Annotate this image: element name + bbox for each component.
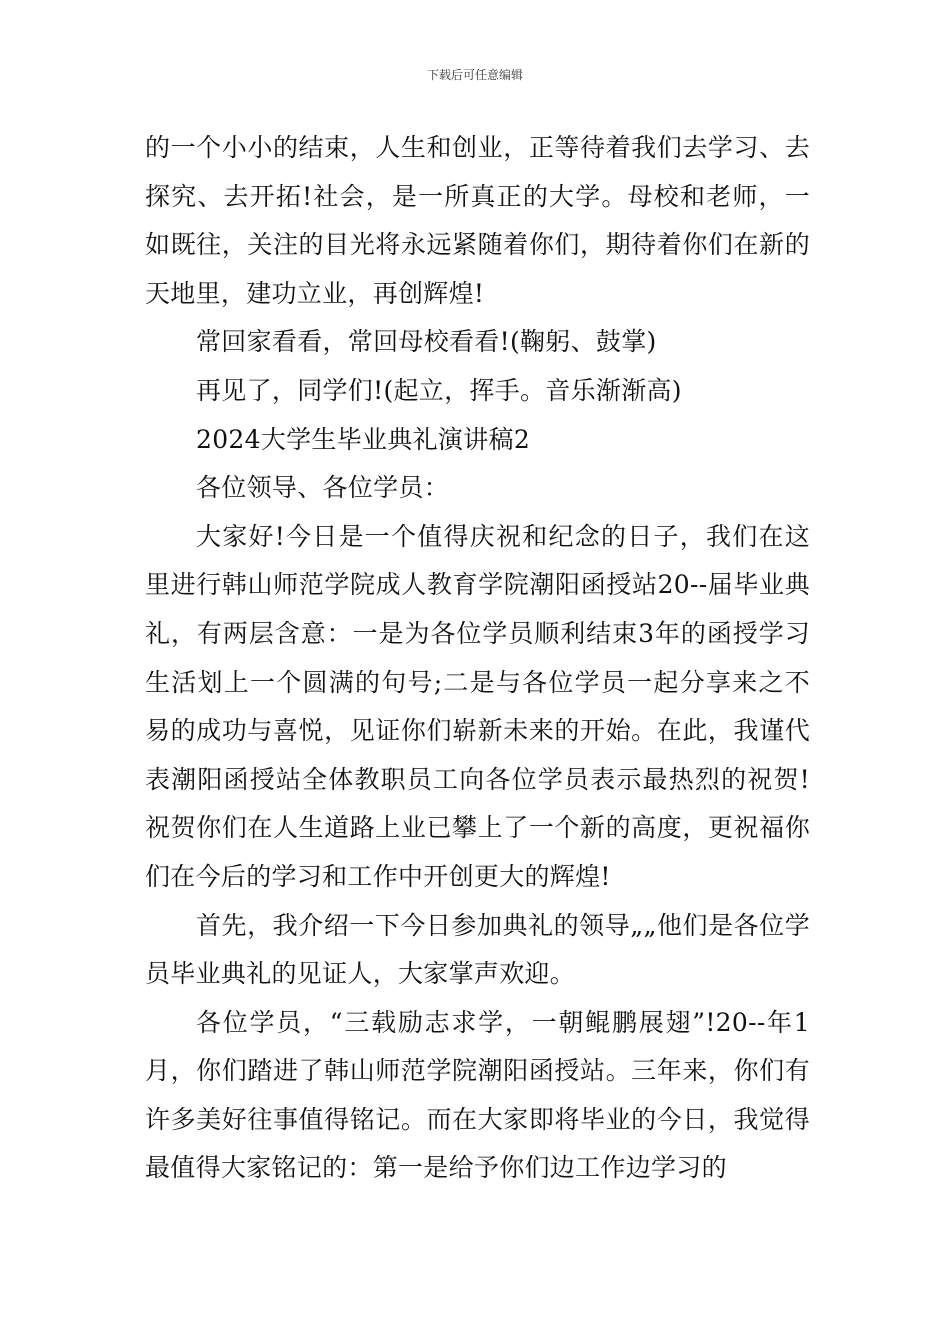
section-title: 2024大学生毕业典礼演讲稿2 — [196, 424, 531, 454]
header-note: 下载后可任意编辑 — [426, 68, 523, 82]
paragraph: 大家好!今日是一个值得庆祝和纪念的日子，我们在这里进行韩山师范学院成人教育学院潮阳函授站20--届毕业典礼，有两层含意：一是为各位学员顺利结束3年的函授学习生活划上一个圆满的句号;二是与各位学员一起分享来之不易的成功与喜悦，见证你们崭新未来的开始。在此，我谨代表潮阳函授站全体教职员工向各位学员表示最热烈的祝贺!祝贺你们在人生道路上业已攀上了一个新的高度，更祝福你们在今后的学习和工作中开创更大的辉煌! — [145, 521, 810, 891]
paragraph: 各位学员，“三载励志求学，一朝鲲鹏展翅”!20--年1月，你们踏进了韩山师范学院潮阳函授站。三年来，你们有许多美好往事值得铭记。而在大家即将毕业的今日，我觉得最值得大家铭记的：第一是给予你们边工作边学习的 — [145, 1007, 810, 1183]
document-body — [145, 124, 810, 1193]
salutation: 各位领导、各位学员： — [196, 473, 450, 503]
paragraph: 的一个小小的结束，人生和创业，正等待着我们去学习、去探究、去开拓!社会，是一所真正的大学。母校和老师，一如既往，关注的目光将永远紧随着你们，期待着你们在新的天地里，建功立业，再创辉煌! — [145, 133, 810, 308]
paragraph: 再见了，同学们!(起立，挥手。音乐渐渐高) — [196, 375, 682, 405]
paragraph: 首先，我介绍一下今日参加典礼的领导„„他们是各位学员毕业典礼的见证人，大家掌声欢迎。 — [145, 910, 810, 989]
paragraph: 常回家看看，常回母校看看!(鞠躬、鼓掌) — [196, 327, 657, 357]
